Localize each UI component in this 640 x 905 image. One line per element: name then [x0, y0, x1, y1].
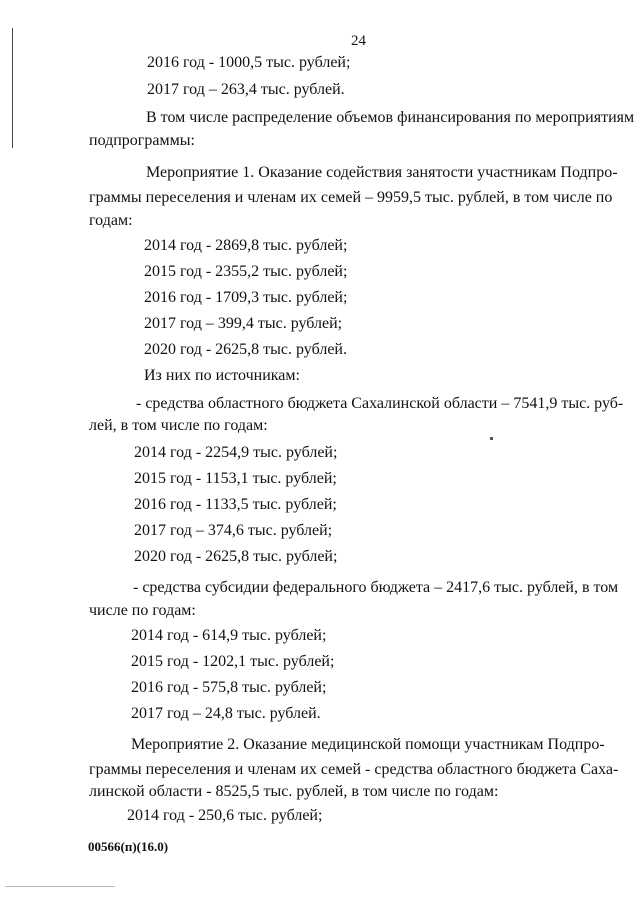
text-line: - средства субсидии федерального бюджета – 2417,6 тыс. рублей, в том — [133, 579, 619, 596]
text-line: 2015 год - 1202,1 тыс. рублей; — [131, 653, 335, 670]
text-line: подпрограммы: — [89, 132, 195, 149]
text-line: линской области - 8525,5 тыс. рублей, в том числе по годам: — [89, 783, 499, 800]
text-line: 2014 год - 2254,9 тыс. рублей; — [134, 444, 338, 461]
text-line: 2015 год - 2355,2 тыс. рублей; — [144, 263, 348, 280]
text-line: лей, в том числе по годам: — [89, 417, 268, 434]
text-line: 2016 год - 1000,5 тыс. рублей; — [147, 54, 351, 71]
text-line: В том числе распределение объемов финансирования по мероприятиям — [146, 109, 635, 126]
text-line: 2020 год - 2625,8 тыс. рублей; — [134, 548, 338, 565]
text-line: числе по годам: — [89, 602, 196, 619]
text-line: Мероприятие 2. Оказание медицинской помощи участникам Подпро- — [131, 736, 605, 753]
text-line: 2017 год – 399,4 тыс. рублей; — [144, 315, 343, 332]
text-line: Из них по источникам: — [144, 367, 300, 384]
text-line: 2017 год – 374,6 тыс. рублей; — [134, 522, 333, 539]
page-number: 24 — [351, 33, 366, 49]
text-line: 2017 год – 263,4 тыс. рублей. — [147, 81, 345, 98]
text-line: годам: — [89, 212, 133, 229]
text-line: 2014 год - 2869,8 тыс. рублей; — [144, 237, 348, 254]
text-line: Мероприятие 1. Оказание содействия занятости участникам Подпро- — [146, 164, 618, 181]
document-code: 00566(п)(16.0) — [88, 839, 169, 854]
text-line: 2016 год - 575,8 тыс. рублей; — [131, 679, 327, 696]
scan-margin-line — [12, 28, 13, 148]
text-line: 2016 год - 1133,5 тыс. рублей; — [134, 496, 337, 513]
text-line: граммы переселения и членам их семей – 9959,5 тыс. рублей, в том числе по — [89, 189, 613, 206]
text-line: 2015 год - 1153,1 тыс. рублей; — [134, 470, 337, 487]
text-line: граммы переселения и членам их семей - средства областного бюджета Саха- — [89, 761, 619, 778]
text-line: 2020 год - 2625,8 тыс. рублей. — [144, 341, 347, 358]
text-line: - средства областного бюджета Сахалинской области – 7541,9 тыс. руб- — [136, 395, 624, 412]
text-line: 2016 год - 1709,3 тыс. рублей; — [144, 289, 348, 306]
text-line: 2014 год - 614,9 тыс. рублей; — [131, 627, 327, 644]
text-line: 2014 год - 250,6 тыс. рублей; — [127, 807, 323, 824]
scan-speck — [490, 437, 493, 440]
scan-speck — [5, 886, 115, 887]
text-line: 2017 год – 24,8 тыс. рублей. — [131, 705, 321, 722]
